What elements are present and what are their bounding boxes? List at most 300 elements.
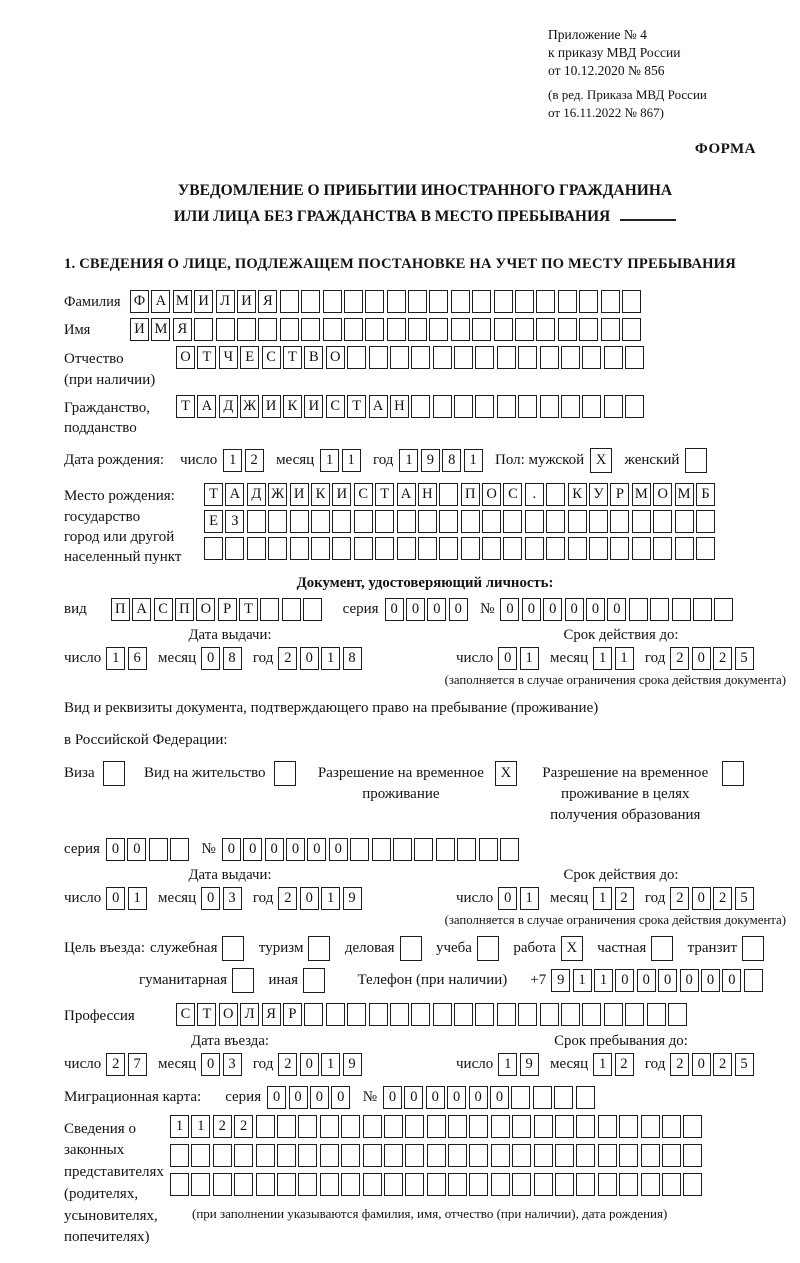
residence-number-input-cell-1[interactable]: 0 <box>222 838 241 861</box>
legal-reps-input-row1-cell-7[interactable] <box>298 1115 317 1138</box>
birth-place-input-row3-cell-15[interactable] <box>503 537 522 560</box>
purpose-private-checkbox[interactable] <box>651 936 675 961</box>
legal-reps-input-row2-cell-5[interactable] <box>256 1144 275 1167</box>
residence-number-input-cell-8[interactable] <box>372 838 391 861</box>
residence-expiry-year-input-cell-2[interactable]: 0 <box>692 887 711 910</box>
residence-expiry-month-input-cell-1[interactable]: 1 <box>593 887 612 910</box>
identity-issue-year-input-cell-3[interactable]: 1 <box>321 647 340 670</box>
surname-input-cell-24[interactable] <box>622 290 641 313</box>
stay-day-input-cell-1[interactable]: 1 <box>498 1053 517 1076</box>
residence-issue-month-input[interactable] <box>201 887 244 910</box>
profession-input-cell-6[interactable]: Р <box>283 1003 302 1026</box>
legal-reps-input-row1-cell-14[interactable] <box>448 1115 467 1138</box>
migration-number-input-cell-3[interactable]: 0 <box>426 1086 445 1109</box>
identity-series-input[interactable] <box>385 598 471 621</box>
legal-reps-input-row2-cell-17[interactable] <box>512 1144 531 1167</box>
residence-number-input-cell-13[interactable] <box>479 838 498 861</box>
identity-issue-year-input-cell-4[interactable]: 8 <box>343 647 362 670</box>
birth-place-input-row2-cell-9[interactable] <box>375 510 394 533</box>
citizenship-input-cell-20[interactable] <box>582 395 601 418</box>
phone-input-cell-4[interactable]: 0 <box>615 969 634 992</box>
patronymic-input-cell-18[interactable] <box>540 346 559 369</box>
profession-input-cell-18[interactable] <box>540 1003 559 1026</box>
citizenship-input-cell-3[interactable]: Д <box>219 395 238 418</box>
identity-type-input-cell-8[interactable] <box>260 598 279 621</box>
birth-day-input[interactable] <box>223 449 266 472</box>
entry-day-input[interactable] <box>106 1053 149 1076</box>
birth-place-input-row3-cell-2[interactable] <box>225 537 244 560</box>
birth-place-input-row3[interactable] <box>204 537 717 560</box>
name-input-cell-21[interactable] <box>558 318 577 341</box>
identity-issue-month-input[interactable] <box>201 647 244 670</box>
legal-reps-input-row1-cell-11[interactable] <box>384 1115 403 1138</box>
stay-day-input-cell-2[interactable]: 9 <box>520 1053 539 1076</box>
birth-place-input-row2-cell-20[interactable] <box>610 510 629 533</box>
birth-year-input[interactable] <box>399 449 485 472</box>
migration-number-input-cell-8[interactable] <box>533 1086 552 1109</box>
birth-year-input-cell-3[interactable]: 8 <box>442 449 461 472</box>
identity-type-input-cell-3[interactable]: С <box>154 598 173 621</box>
citizenship-input-cell-5[interactable]: И <box>262 395 281 418</box>
name-input-cell-2[interactable]: М <box>151 318 170 341</box>
legal-reps-input-row3-cell-1[interactable] <box>170 1173 189 1196</box>
birth-place-input-row2-cell-18[interactable] <box>568 510 587 533</box>
legal-reps-input-row3-cell-19[interactable] <box>555 1173 574 1196</box>
patronymic-input-cell-14[interactable] <box>454 346 473 369</box>
identity-expiry-month-input[interactable] <box>593 647 636 670</box>
profession-input-cell-10[interactable] <box>369 1003 388 1026</box>
birth-place-input-row3-cell-9[interactable] <box>375 537 394 560</box>
patronymic-input-cell-12[interactable] <box>411 346 430 369</box>
legal-reps-input-row2-cell-1[interactable] <box>170 1144 189 1167</box>
legal-reps-input-row2-cell-9[interactable] <box>341 1144 360 1167</box>
gender-male-checkbox-cell-1[interactable]: X <box>590 448 612 473</box>
birth-place-input-row1-cell-5[interactable]: И <box>290 483 309 506</box>
name-input-cell-9[interactable] <box>301 318 320 341</box>
birth-place-input-row2-cell-8[interactable] <box>354 510 373 533</box>
birth-month-input-cell-1[interactable]: 1 <box>320 449 339 472</box>
stay-year-input[interactable] <box>670 1053 756 1076</box>
legal-reps-input-row3-cell-15[interactable] <box>469 1173 488 1196</box>
birth-place-input-row2[interactable] <box>204 510 717 533</box>
legal-reps-input-row2-cell-7[interactable] <box>298 1144 317 1167</box>
birth-place-input-row3-cell-6[interactable] <box>311 537 330 560</box>
birth-place-input-row1-cell-4[interactable]: Ж <box>268 483 287 506</box>
legal-reps-input-row2-cell-22[interactable] <box>619 1144 638 1167</box>
residence-expiry-day-input[interactable] <box>498 887 541 910</box>
patronymic-input-cell-6[interactable]: Т <box>283 346 302 369</box>
identity-number-input-cell-6[interactable]: 0 <box>607 598 626 621</box>
legal-reps-input-row2[interactable] <box>170 1144 786 1167</box>
phone-input-cell-8[interactable]: 0 <box>701 969 720 992</box>
birth-place-input-row2-cell-14[interactable] <box>482 510 501 533</box>
birth-place-input-row3-cell-23[interactable] <box>675 537 694 560</box>
birth-place-input-row1-cell-2[interactable]: А <box>225 483 244 506</box>
citizenship-input-cell-10[interactable]: А <box>369 395 388 418</box>
stay-month-input-cell-2[interactable]: 2 <box>615 1053 634 1076</box>
legal-reps-input-row3-cell-12[interactable] <box>405 1173 424 1196</box>
birth-place-input-row1-cell-17[interactable] <box>546 483 565 506</box>
citizenship-input-cell-15[interactable] <box>475 395 494 418</box>
citizenship-input-cell-14[interactable] <box>454 395 473 418</box>
legal-reps-input-row2-cell-12[interactable] <box>405 1144 424 1167</box>
residence-expiry-year-input[interactable] <box>670 887 756 910</box>
birth-place-input-row3-cell-19[interactable] <box>589 537 608 560</box>
identity-type-input[interactable] <box>111 598 325 621</box>
migration-series-input-cell-3[interactable]: 0 <box>310 1086 329 1109</box>
birth-day-input-cell-2[interactable]: 2 <box>245 449 264 472</box>
residence-option-temp-residence-education-checkbox[interactable] <box>722 761 746 786</box>
name-input-cell-14[interactable] <box>408 318 427 341</box>
residence-series-input-cell-2[interactable]: 0 <box>127 838 146 861</box>
identity-type-input-cell-1[interactable]: П <box>111 598 130 621</box>
birth-place-input-row2-cell-4[interactable] <box>268 510 287 533</box>
migration-number-input[interactable] <box>383 1086 597 1109</box>
purpose-humanitarian-checkbox-cell-1[interactable] <box>232 968 254 993</box>
residence-number-input[interactable] <box>222 838 521 861</box>
residence-expiry-year-input-cell-3[interactable]: 2 <box>713 887 732 910</box>
identity-expiry-year-input-cell-4[interactable]: 5 <box>735 647 754 670</box>
birth-place-input-row2-cell-16[interactable] <box>525 510 544 533</box>
legal-reps-input-row1-cell-13[interactable] <box>427 1115 446 1138</box>
residence-number-input-cell-4[interactable]: 0 <box>286 838 305 861</box>
purpose-transit-checkbox[interactable] <box>742 936 766 961</box>
birth-place-input-row3-cell-10[interactable] <box>397 537 416 560</box>
profession-input-cell-13[interactable] <box>433 1003 452 1026</box>
phone-input[interactable] <box>551 969 765 992</box>
name-input-cell-3[interactable]: Я <box>173 318 192 341</box>
name-input[interactable] <box>130 318 643 341</box>
birth-place-input-row3-cell-4[interactable] <box>268 537 287 560</box>
birth-place-input-row2-cell-17[interactable] <box>546 510 565 533</box>
birth-month-input-cell-2[interactable]: 1 <box>342 449 361 472</box>
entry-day-input-cell-2[interactable]: 7 <box>128 1053 147 1076</box>
birth-place-input-row3-cell-3[interactable] <box>247 537 266 560</box>
name-input-cell-11[interactable] <box>344 318 363 341</box>
name-input-cell-8[interactable] <box>280 318 299 341</box>
migration-series-input-cell-2[interactable]: 0 <box>289 1086 308 1109</box>
residence-option-visa-checkbox-cell-1[interactable] <box>103 761 125 786</box>
birth-year-input-cell-4[interactable]: 1 <box>464 449 483 472</box>
surname-input-cell-1[interactable]: Ф <box>130 290 149 313</box>
identity-expiry-day-input-cell-1[interactable]: 0 <box>498 647 517 670</box>
citizenship-input-cell-12[interactable] <box>411 395 430 418</box>
legal-reps-input-row3-cell-5[interactable] <box>256 1173 275 1196</box>
profession-input-cell-11[interactable] <box>390 1003 409 1026</box>
gender-male-checkbox[interactable] <box>590 448 614 473</box>
legal-reps-input-row2-cell-13[interactable] <box>427 1144 446 1167</box>
purpose-work-checkbox-cell-1[interactable]: X <box>561 936 583 961</box>
citizenship-input-cell-2[interactable]: А <box>197 395 216 418</box>
legal-reps-input-row2-cell-21[interactable] <box>598 1144 617 1167</box>
birth-place-input-row2-cell-10[interactable] <box>397 510 416 533</box>
patronymic-input-cell-7[interactable]: В <box>304 346 323 369</box>
profession-input-cell-3[interactable]: О <box>219 1003 238 1026</box>
legal-reps-input-row2-cell-10[interactable] <box>363 1144 382 1167</box>
birth-place-input-row1-cell-3[interactable]: Д <box>247 483 266 506</box>
birth-place-input-row2-cell-15[interactable] <box>503 510 522 533</box>
legal-reps-input-row2-cell-4[interactable] <box>234 1144 253 1167</box>
birth-place-input-row3-cell-21[interactable] <box>632 537 651 560</box>
identity-type-input-cell-6[interactable]: Р <box>218 598 237 621</box>
migration-number-input-cell-7[interactable] <box>511 1086 530 1109</box>
legal-reps-input-row1-cell-8[interactable] <box>320 1115 339 1138</box>
migration-series-input[interactable] <box>267 1086 353 1109</box>
legal-reps-input-row1-cell-5[interactable] <box>256 1115 275 1138</box>
birth-place-input-row1-cell-21[interactable]: М <box>632 483 651 506</box>
profession-input-cell-22[interactable] <box>625 1003 644 1026</box>
identity-issue-year-input-cell-2[interactable]: 0 <box>300 647 319 670</box>
name-input-cell-10[interactable] <box>323 318 342 341</box>
legal-reps-input-row3-cell-11[interactable] <box>384 1173 403 1196</box>
purpose-official-checkbox-cell-1[interactable] <box>222 936 244 961</box>
legal-reps-input-row1-cell-15[interactable] <box>469 1115 488 1138</box>
birth-place-input-row1-cell-18[interactable]: К <box>568 483 587 506</box>
legal-reps-input-row2-cell-18[interactable] <box>534 1144 553 1167</box>
residence-issue-month-input-cell-1[interactable]: 0 <box>201 887 220 910</box>
legal-reps-input-row2-cell-14[interactable] <box>448 1144 467 1167</box>
legal-reps-input-row2-cell-23[interactable] <box>641 1144 660 1167</box>
profession-input-cell-9[interactable] <box>347 1003 366 1026</box>
migration-number-input-cell-2[interactable]: 0 <box>404 1086 423 1109</box>
birth-place-input-row2-cell-3[interactable] <box>247 510 266 533</box>
migration-number-input-cell-6[interactable]: 0 <box>490 1086 509 1109</box>
citizenship-input-cell-8[interactable]: С <box>326 395 345 418</box>
identity-expiry-year-input[interactable] <box>670 647 756 670</box>
identity-expiry-day-input-cell-2[interactable]: 1 <box>520 647 539 670</box>
profession-input-cell-8[interactable] <box>326 1003 345 1026</box>
legal-reps-input-row2-cell-20[interactable] <box>576 1144 595 1167</box>
residence-expiry-year-input-cell-4[interactable]: 5 <box>735 887 754 910</box>
residence-series-input-cell-3[interactable] <box>149 838 168 861</box>
residence-number-input-cell-3[interactable]: 0 <box>265 838 284 861</box>
legal-reps-input-row3-cell-13[interactable] <box>427 1173 446 1196</box>
surname-input-cell-5[interactable]: Л <box>216 290 235 313</box>
citizenship-input-cell-6[interactable]: К <box>283 395 302 418</box>
legal-reps-input-row2-cell-15[interactable] <box>469 1144 488 1167</box>
purpose-tourism-checkbox[interactable] <box>308 936 332 961</box>
residence-number-input-cell-6[interactable]: 0 <box>329 838 348 861</box>
profession-input-cell-4[interactable]: Л <box>240 1003 259 1026</box>
birth-place-input-row2-cell-24[interactable] <box>696 510 715 533</box>
legal-reps-input-row3-cell-3[interactable] <box>213 1173 232 1196</box>
patronymic-input-cell-15[interactable] <box>475 346 494 369</box>
entry-year-input-cell-3[interactable]: 1 <box>321 1053 340 1076</box>
birth-place-input-row2-cell-6[interactable] <box>311 510 330 533</box>
name-input-cell-6[interactable] <box>237 318 256 341</box>
residence-issue-year-input-cell-1[interactable]: 2 <box>278 887 297 910</box>
migration-series-input-cell-1[interactable]: 0 <box>267 1086 286 1109</box>
birth-place-input-row2-cell-23[interactable] <box>675 510 694 533</box>
surname-input-cell-14[interactable] <box>408 290 427 313</box>
profession-input-cell-24[interactable] <box>668 1003 687 1026</box>
patronymic-input-cell-11[interactable] <box>390 346 409 369</box>
patronymic-input-cell-10[interactable] <box>369 346 388 369</box>
residence-number-input-cell-2[interactable]: 0 <box>243 838 262 861</box>
residence-number-input-cell-5[interactable]: 0 <box>307 838 326 861</box>
patronymic-input[interactable] <box>176 346 647 369</box>
surname-input-cell-3[interactable]: М <box>173 290 192 313</box>
birth-place-input-row1-cell-22[interactable]: О <box>653 483 672 506</box>
citizenship-input-cell-19[interactable] <box>561 395 580 418</box>
birth-place-input-row3-cell-13[interactable] <box>461 537 480 560</box>
birth-place-input-row1-cell-16[interactable]: . <box>525 483 544 506</box>
legal-reps-input-row1-cell-22[interactable] <box>619 1115 638 1138</box>
legal-reps-input-row1-cell-6[interactable] <box>277 1115 296 1138</box>
name-input-cell-7[interactable] <box>258 318 277 341</box>
residence-option-residence-permit-checkbox[interactable] <box>274 761 298 786</box>
identity-number-input-cell-9[interactable] <box>672 598 691 621</box>
purpose-other-checkbox-cell-1[interactable] <box>303 968 325 993</box>
citizenship-input-cell-1[interactable]: Т <box>176 395 195 418</box>
residence-expiry-month-input[interactable] <box>593 887 636 910</box>
legal-reps-input-row3-cell-18[interactable] <box>534 1173 553 1196</box>
legal-reps-input-row3-cell-20[interactable] <box>576 1173 595 1196</box>
surname-input-cell-11[interactable] <box>344 290 363 313</box>
legal-reps-input-row2-cell-19[interactable] <box>555 1144 574 1167</box>
birth-place-input-row3-cell-5[interactable] <box>290 537 309 560</box>
entry-month-input-cell-1[interactable]: 0 <box>201 1053 220 1076</box>
surname-input-cell-23[interactable] <box>601 290 620 313</box>
birth-place-input-row1-cell-11[interactable]: Н <box>418 483 437 506</box>
patronymic-input-cell-9[interactable] <box>347 346 366 369</box>
legal-reps-input-row1-cell-17[interactable] <box>512 1115 531 1138</box>
identity-number-input-cell-10[interactable] <box>693 598 712 621</box>
residence-number-input-cell-9[interactable] <box>393 838 412 861</box>
legal-reps-input-row3-cell-9[interactable] <box>341 1173 360 1196</box>
birth-month-input[interactable] <box>320 449 363 472</box>
entry-year-input-cell-1[interactable]: 2 <box>278 1053 297 1076</box>
birth-place-input-row1-cell-8[interactable]: С <box>354 483 373 506</box>
birth-place-input-row1-cell-7[interactable]: И <box>332 483 351 506</box>
birth-place-input-row3-cell-7[interactable] <box>332 537 351 560</box>
surname-input-cell-4[interactable]: И <box>194 290 213 313</box>
residence-issue-year-input-cell-2[interactable]: 0 <box>300 887 319 910</box>
profession-input-cell-23[interactable] <box>647 1003 666 1026</box>
legal-reps-input-row3[interactable] <box>170 1173 786 1196</box>
profession-input-cell-20[interactable] <box>582 1003 601 1026</box>
legal-reps-input-row3-cell-21[interactable] <box>598 1173 617 1196</box>
surname-input-cell-8[interactable] <box>280 290 299 313</box>
legal-reps-input-row3-cell-23[interactable] <box>641 1173 660 1196</box>
patronymic-input-cell-17[interactable] <box>518 346 537 369</box>
name-input-cell-5[interactable] <box>216 318 235 341</box>
birth-place-input-row2-cell-19[interactable] <box>589 510 608 533</box>
birth-place-input-row3-cell-20[interactable] <box>610 537 629 560</box>
phone-input-cell-2[interactable]: 1 <box>573 969 592 992</box>
surname-input-cell-20[interactable] <box>536 290 555 313</box>
profession-input-cell-21[interactable] <box>604 1003 623 1026</box>
birth-place-input-row2-cell-5[interactable] <box>290 510 309 533</box>
surname-input-cell-19[interactable] <box>515 290 534 313</box>
legal-reps-input-row3-cell-24[interactable] <box>662 1173 681 1196</box>
surname-input-cell-18[interactable] <box>494 290 513 313</box>
identity-issue-day-input[interactable] <box>106 647 149 670</box>
identity-number-input-cell-8[interactable] <box>650 598 669 621</box>
legal-reps-input-row2-cell-25[interactable] <box>683 1144 702 1167</box>
residence-number-input-cell-11[interactable] <box>436 838 455 861</box>
legal-reps-input-row3-cell-2[interactable] <box>191 1173 210 1196</box>
birth-place-input-row2-cell-7[interactable] <box>332 510 351 533</box>
birth-place-input-row2-cell-11[interactable] <box>418 510 437 533</box>
residence-number-input-cell-10[interactable] <box>414 838 433 861</box>
residence-series-input-cell-1[interactable]: 0 <box>106 838 125 861</box>
residence-issue-month-input-cell-2[interactable]: 3 <box>223 887 242 910</box>
name-input-cell-22[interactable] <box>579 318 598 341</box>
phone-input-cell-1[interactable]: 9 <box>551 969 570 992</box>
birth-place-input-row1-cell-9[interactable]: Т <box>375 483 394 506</box>
purpose-other-checkbox[interactable] <box>303 968 327 993</box>
stay-year-input-cell-2[interactable]: 0 <box>692 1053 711 1076</box>
identity-type-input-cell-7[interactable]: Т <box>239 598 258 621</box>
residence-number-input-cell-12[interactable] <box>457 838 476 861</box>
purpose-tourism-checkbox-cell-1[interactable] <box>308 936 330 961</box>
name-input-cell-16[interactable] <box>451 318 470 341</box>
birth-place-input-row3-cell-11[interactable] <box>418 537 437 560</box>
birth-place-input-row2-cell-13[interactable] <box>461 510 480 533</box>
legal-reps-input-row2-cell-3[interactable] <box>213 1144 232 1167</box>
legal-reps-input-row1-cell-20[interactable] <box>576 1115 595 1138</box>
legal-reps-input-row2-cell-11[interactable] <box>384 1144 403 1167</box>
legal-reps-input-row1-cell-16[interactable] <box>491 1115 510 1138</box>
birth-place-input-row2-cell-21[interactable] <box>632 510 651 533</box>
identity-type-input-cell-4[interactable]: П <box>175 598 194 621</box>
citizenship-input-cell-13[interactable] <box>433 395 452 418</box>
legal-reps-input-row1-cell-19[interactable] <box>555 1115 574 1138</box>
legal-reps-input-row3-cell-25[interactable] <box>683 1173 702 1196</box>
identity-number-input-cell-5[interactable]: 0 <box>586 598 605 621</box>
birth-place-input-row3-cell-24[interactable] <box>696 537 715 560</box>
patronymic-input-cell-1[interactable]: О <box>176 346 195 369</box>
profession-input-cell-16[interactable] <box>497 1003 516 1026</box>
birth-place-input-row2-cell-22[interactable] <box>653 510 672 533</box>
citizenship-input-cell-7[interactable]: И <box>304 395 323 418</box>
identity-number-input-cell-11[interactable] <box>714 598 733 621</box>
birth-place-input-row3-cell-22[interactable] <box>653 537 672 560</box>
citizenship-input-cell-17[interactable] <box>518 395 537 418</box>
purpose-business-checkbox-cell-1[interactable] <box>400 936 422 961</box>
phone-input-cell-7[interactable]: 0 <box>680 969 699 992</box>
birth-place-input-row3-cell-16[interactable] <box>525 537 544 560</box>
citizenship-input-cell-18[interactable] <box>540 395 559 418</box>
identity-series-input-cell-4[interactable]: 0 <box>449 598 468 621</box>
name-input-cell-18[interactable] <box>494 318 513 341</box>
legal-reps-input-row2-cell-6[interactable] <box>277 1144 296 1167</box>
residence-issue-year-input[interactable] <box>278 887 364 910</box>
phone-input-cell-5[interactable]: 0 <box>637 969 656 992</box>
patronymic-input-cell-2[interactable]: Т <box>197 346 216 369</box>
legal-reps-input-row3-cell-4[interactable] <box>234 1173 253 1196</box>
surname-input-cell-15[interactable] <box>429 290 448 313</box>
patronymic-input-cell-3[interactable]: Ч <box>219 346 238 369</box>
migration-number-input-cell-5[interactable]: 0 <box>469 1086 488 1109</box>
legal-reps-input-row3-cell-8[interactable] <box>320 1173 339 1196</box>
surname-input-cell-6[interactable]: И <box>237 290 256 313</box>
birth-place-input-row3-cell-14[interactable] <box>482 537 501 560</box>
purpose-transit-checkbox-cell-1[interactable] <box>742 936 764 961</box>
legal-reps-input-row1-cell-18[interactable] <box>534 1115 553 1138</box>
identity-type-input-cell-5[interactable]: О <box>196 598 215 621</box>
purpose-study-checkbox[interactable] <box>477 936 501 961</box>
name-input-cell-15[interactable] <box>429 318 448 341</box>
surname-input-cell-13[interactable] <box>387 290 406 313</box>
surname-input-cell-16[interactable] <box>451 290 470 313</box>
birth-place-input-row1[interactable] <box>204 483 717 506</box>
residence-expiry-day-input-cell-1[interactable]: 0 <box>498 887 517 910</box>
residence-option-visa-checkbox[interactable] <box>103 761 127 786</box>
residence-expiry-day-input-cell-2[interactable]: 1 <box>520 887 539 910</box>
identity-issue-year-input-cell-1[interactable]: 2 <box>278 647 297 670</box>
